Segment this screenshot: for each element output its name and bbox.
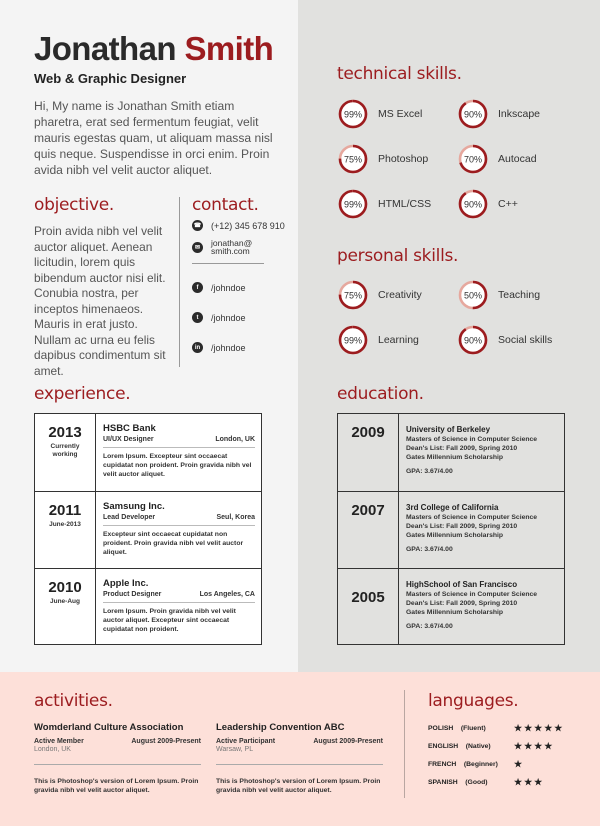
language-row [428,759,568,770]
activities-heading: activities. [34,691,113,711]
education-scholarship: Gates Millennium Scholarship [406,454,504,461]
language-stars-icon: ★★★ [514,777,545,787]
experience-role-line [103,514,255,526]
objective-contact-divider [179,197,180,367]
education-honor: Dean's List: Fall 2009, Spring 2010 [406,445,518,452]
education-degree: Masters of Science in Computer Science [406,514,538,521]
skill-percent: 50% [463,290,483,301]
experience-description: Lorem Ipsum. Excepteur sint occaecat cupidatat non proident. Proin gravida nibh vel velit auctor aliquet. [103,453,252,478]
skill-ring [338,280,368,310]
education-scholarship: Gates Millennium Scholarship [406,532,504,539]
experience-role: Lead Developer [103,514,156,521]
education-details [406,425,558,476]
email-address [211,239,252,255]
email-icon: ✉ [192,242,203,253]
experience-description: Excepteur sint occaecat cupidatat non proident. Proin gravida nibh vel velit auctor aliquet. [103,531,244,556]
activity-location: Warsaw, PL [216,746,383,765]
experience-table [34,413,262,645]
education-details [406,580,558,631]
contact-phone [192,220,285,231]
experience-period: June-Aug [50,598,80,605]
experience-details [103,578,255,634]
skill-name: MS Excel [378,108,423,120]
activity-name: Womderland Culture Association [34,722,184,733]
personal-skills-heading: personal skills. [337,246,459,266]
intro-text: Hi, My name is Jonathan Smith etiam pharetra, erat sed fermentum feugiat, velit mauris egestas quam, ut aliquam massa nisl quis neque. Suspendisse in orci enim. Proin avida nibh vel velit auctor aliquet. [34,99,273,177]
language-name: POLISH (Fluent) [428,725,486,732]
experience-period: June-2013 [49,521,81,528]
contact-twitter[interactable] [192,312,246,323]
language-stars-icon: ★ [514,759,525,769]
education-school: HighSchool of San Francisco [406,580,518,589]
experience-row [35,491,261,568]
experience-row [35,414,261,491]
experience-role: Product Designer [103,591,162,598]
skill-ring [338,189,368,219]
email-line-1: jonathan@ [211,238,253,248]
language-row [428,741,568,752]
technical-skills-heading: technical skills. [337,64,462,84]
phone-icon: ☎ [192,220,203,231]
language-name: SPANISH (Good) [428,779,488,786]
skill-name: HTML/CSS [378,198,432,210]
skill-percent: 90% [463,335,483,346]
contact-heading: contact. [192,195,259,215]
education-year: 2007 [351,502,385,519]
skill-percent: 90% [463,109,483,120]
experience-role-line [103,591,255,603]
experience-year: 2013 [48,424,82,441]
activity-location: London, UK [34,746,201,765]
skill-item [458,189,518,219]
skill-name: Social skills [498,334,553,346]
education-year-cell [338,492,399,568]
education-gpa: GPA: 3.67/4.00 [406,468,453,475]
experience-description: Lorem Ipsum. Proin gravida nibh vel velit auctor aliquet. Excepteur sint occaecat cupidatat non proident. [103,608,236,633]
skill-ring [458,189,488,219]
activity-date: August 2009-Present [131,738,201,745]
education-details [406,503,558,554]
skill-percent: 70% [463,154,483,165]
education-gpa: GPA: 3.67/4.00 [406,546,453,553]
email-line-2: smith.com [211,246,250,256]
education-school: University of Berkeley [406,425,491,434]
facebook-handle: /johndoe [211,282,246,293]
experience-heading: experience. [34,384,131,404]
skill-percent: 99% [343,109,363,120]
twitter-icon: t [192,312,203,323]
twitter-handle: /johndoe [211,312,246,323]
skill-item [338,144,428,174]
skill-item [458,144,537,174]
skill-ring [338,325,368,355]
skill-ring [458,325,488,355]
skill-name: C++ [498,198,518,210]
skill-name: Learning [378,334,419,346]
education-heading: education. [337,384,424,404]
skill-item [458,99,540,129]
education-degree: Masters of Science in Computer Science [406,591,538,598]
education-year: 2005 [351,589,385,606]
contact-separator [192,263,264,264]
education-honor: Dean's List: Fall 2009, Spring 2010 [406,523,518,530]
experience-company: Apple Inc. [103,578,149,589]
objective-heading: objective. [34,195,115,215]
activity-role-line [216,738,383,745]
language-row [428,777,568,788]
skill-item [338,189,431,219]
activities-languages-divider [404,690,405,798]
activity-role: Active Member [34,738,84,745]
skill-ring [458,280,488,310]
experience-year-cell [35,569,96,645]
linkedin-handle: /johndoe [211,342,246,353]
skill-item [458,280,540,310]
skill-ring [338,144,368,174]
experience-location: Los Angeles, CA [199,591,255,598]
experience-role-line [103,436,255,448]
activity-description: This is Photoshop's version of Lorem Ipsum. Proin gravida nibh vel velit auctor aliquet. [34,778,199,794]
language-stars-icon: ★★★★ [514,741,555,751]
experience-row [35,568,261,645]
skill-percent: 75% [343,290,363,301]
phone-number: (+12) 345 678 910 [211,220,285,231]
job-title: Web & Graphic Designer [34,71,187,86]
experience-year-cell [35,414,96,491]
linkedin-icon: in [192,342,203,353]
last-name: Smith [184,30,274,67]
education-degree: Masters of Science in Computer Science [406,436,538,443]
language-row [428,723,568,734]
skill-item [458,325,552,355]
education-table [337,413,565,645]
activity-name: Leadership Convention ABC [216,722,345,733]
skill-percent: 75% [343,154,363,165]
activity-date: August 2009-Present [313,738,383,745]
activity-role-line [34,738,201,745]
language-name: ENGLISH (Native) [428,743,491,750]
experience-year: 2011 [48,502,82,519]
contact-linkedin[interactable] [192,342,246,353]
skill-ring [458,144,488,174]
activity-item [216,722,383,795]
activity-item [34,722,201,795]
education-year-cell [338,414,399,491]
skill-item [338,325,419,355]
education-scholarship: Gates Millennium Scholarship [406,609,504,616]
skill-name: Creativity [378,289,422,301]
activity-role: Active Participant [216,738,276,745]
education-school: 3rd College of California [406,503,499,512]
contact-email[interactable] [192,239,252,255]
experience-location: London, UK [215,436,255,443]
skill-name: Inkscape [498,108,541,120]
skill-name: Autocad [498,153,537,165]
skill-name: Photoshop [378,153,429,165]
first-name: Jonathan [34,30,176,67]
facebook-icon: f [192,282,203,293]
education-row [338,491,564,568]
experience-role: UI/UX Designer [103,436,154,443]
education-year-cell [338,569,399,645]
experience-year-cell [35,492,96,568]
skill-item [338,99,422,129]
education-row [338,414,564,491]
languages-heading: languages. [428,691,519,711]
skill-percent: 99% [343,199,363,210]
experience-details [103,423,255,479]
language-stars-icon: ★★★★★ [514,723,565,733]
skill-name: Teaching [498,289,541,301]
activity-description: This is Photoshop's version of Lorem Ipsum. Proin gravida nibh vel velit auctor aliquet. [216,778,381,794]
experience-location: Seul, Korea [216,514,255,521]
contact-facebook[interactable] [192,282,246,293]
skill-ring [338,99,368,129]
skill-percent: 90% [463,199,483,210]
experience-details [103,501,255,557]
experience-company: Samsung Inc. [103,501,165,512]
skill-ring [458,99,488,129]
education-honor: Dean's List: Fall 2009, Spring 2010 [406,600,518,607]
education-row [338,568,564,645]
experience-company: HSBC Bank [103,423,156,434]
skill-item [338,280,422,310]
education-year: 2009 [351,424,385,441]
experience-period: Currently working [50,443,80,458]
person-name [34,32,273,65]
objective-text: Proin avida nibh vel velit auctor aliquet. Aenean licitudin, lorem quis bibendum auctor nisi elit. Conubia nostra, per inceptos himenaeos. Mauris in erat justo. Nullam ac urna eu felis dapibus condimentum sit amet. [34,224,166,378]
education-gpa: GPA: 3.67/4.00 [406,623,453,630]
language-name: FRENCH (Beginner) [428,761,498,768]
skill-percent: 99% [343,335,363,346]
experience-year: 2010 [48,579,82,596]
